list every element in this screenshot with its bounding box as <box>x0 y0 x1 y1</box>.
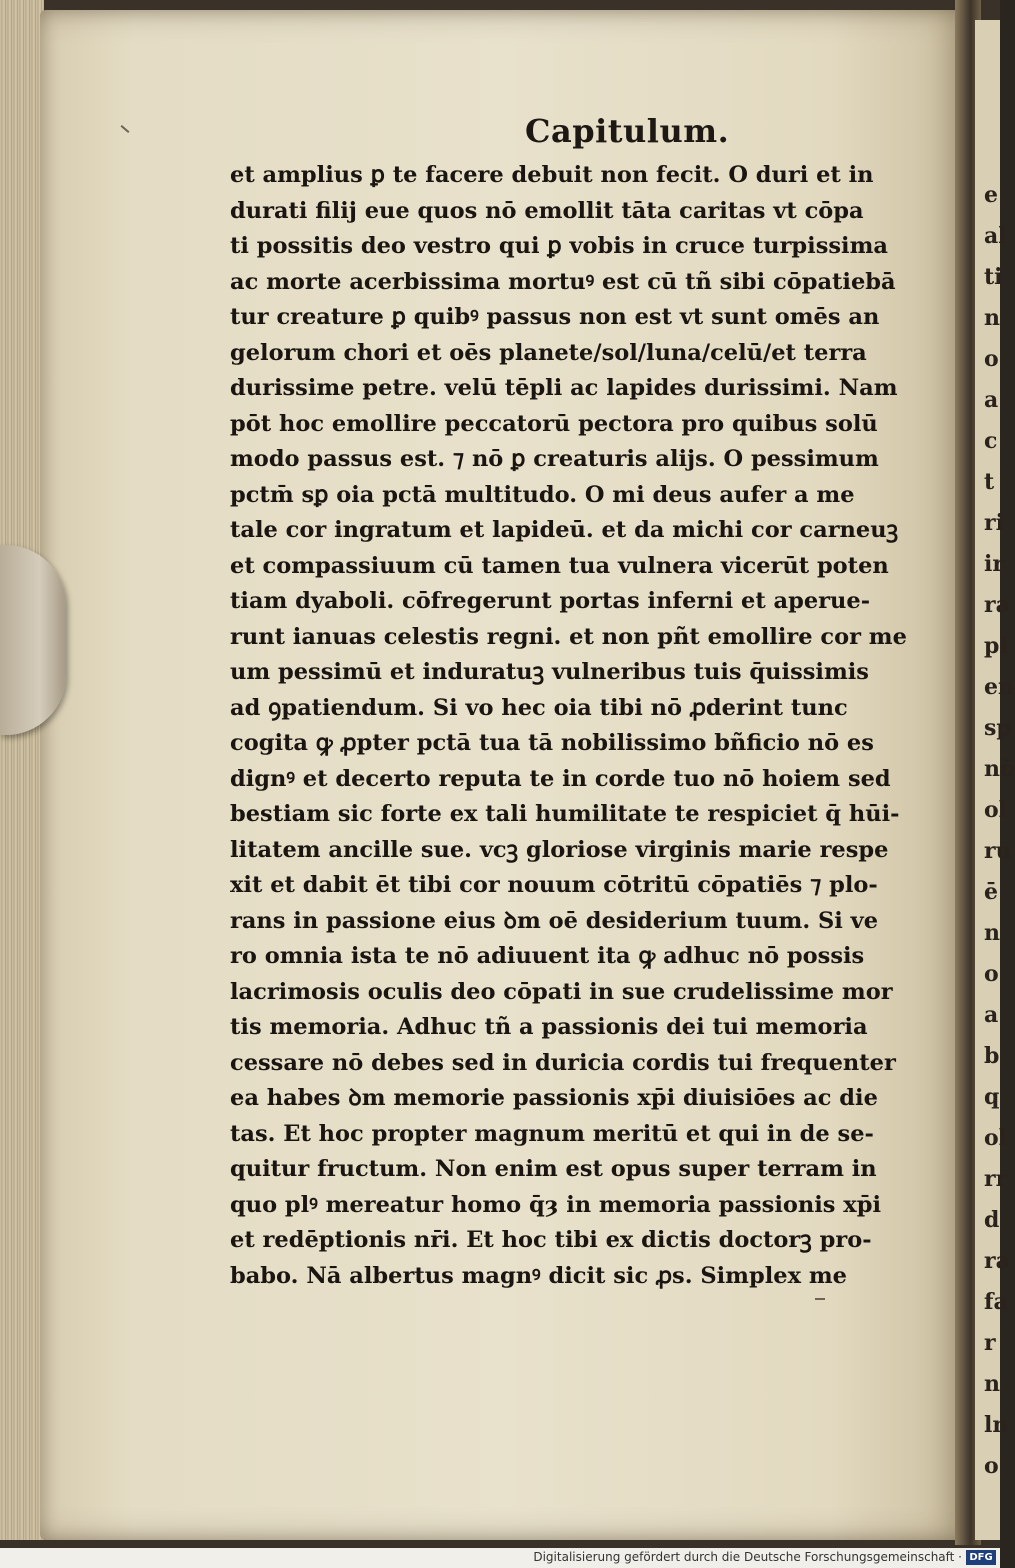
text-line: ro omnia ista te nō adiuuent ita ꝙ adhuc nō possis <box>230 943 865 969</box>
text-line: durissime petre. velū tēpli ac lapides durissimi. Nam <box>230 375 898 401</box>
right-page-fragment: b <box>984 1043 1000 1069</box>
text-line: cessare nō debes sed in duricia cordis tui frequenter <box>230 1049 896 1076</box>
right-page-fragment: ir <box>984 551 1004 577</box>
right-page-fragment: en <box>984 674 1014 700</box>
text-line: durati filij eue quos nō emollit tāta caritas vt cōpa <box>230 197 864 224</box>
text-line: ad ꝯpatiendum. Si vo hec oia tibi nō ꝓderint tunc <box>230 694 848 721</box>
right-page-fragment: rr <box>984 1166 1008 1192</box>
right-page-fragment: q <box>984 1084 1000 1110</box>
right-page-fragment: ri <box>984 510 1004 536</box>
text-line: bestiam sic forte ex tali humilitate te respiciet q̄ hūi- <box>230 801 900 827</box>
text-line: et amplius ꝑ te facere debuit non fecit. O duri et in <box>230 162 874 188</box>
book-fore-edge <box>0 0 44 1540</box>
right-page-fragment: ē <box>984 879 998 905</box>
right-page-fragment: pl <box>984 633 1008 659</box>
text-line: cogita ꝙ ꝓpter pctā tua tā nobilissimo bñficio nō es <box>230 730 874 756</box>
text-line: gelorum chori et oēs planete/sol/luna/celū/et terra <box>230 339 867 366</box>
right-page-fragment: nō <box>984 756 1015 782</box>
text-line: litatem ancille sue. vcꝫ gloriose virginis marie respe <box>230 836 889 863</box>
right-page-fragment: ra <box>984 1248 1010 1274</box>
text-line: babo. Nā albertus magnꝰ dicit sic ꝓs. Simplex me <box>230 1262 847 1289</box>
right-page-fragment: o <box>984 346 999 372</box>
text-line: xit et dabit ēt tibi cor nouum cōtritū cōpatiēs ⁊ plo- <box>230 872 878 898</box>
page-clip <box>0 545 66 735</box>
right-page-fragment: a <box>984 1002 999 1028</box>
right-page-fragment: a <box>984 387 999 413</box>
chapter-heading: Capitulum. <box>525 112 730 150</box>
right-page-fragment: sp <box>984 715 1012 741</box>
text-line: rans in passione eius ꝺm oē desiderium tuum. Si ve <box>230 907 879 934</box>
ink-speck <box>815 1298 825 1300</box>
text-line: quitur fructum. Non enim est opus super terram in <box>230 1156 877 1182</box>
text-line: tis memoria. Adhuc tñ a passionis dei tui memoria <box>230 1014 868 1040</box>
right-page-fragment: fa <box>984 1289 1008 1315</box>
right-page-fragment: n <box>984 305 1000 331</box>
right-page-fragment: ol <box>984 797 1008 823</box>
right-page-fragment: ru <box>984 838 1012 864</box>
text-line: tas. Et hoc propter magnum meritū et qui in de se- <box>230 1120 874 1147</box>
right-page-fragment: ti <box>984 264 1003 290</box>
right-page-fragment: n <box>984 920 1000 946</box>
text-line: um pessimū et induratuꝫ vulneribus tuis q̄uissimis <box>230 659 869 685</box>
right-page-fragment: ln <box>984 1412 1009 1438</box>
right-page-fragment: d <box>984 1207 1000 1233</box>
text-line: et redēptionis nr̄i. Et hoc tibi ex dictis doctorꝫ pro- <box>230 1227 872 1253</box>
text-line: lacrimosis oculis deo cōpati in sue crudelissime mor <box>230 978 893 1005</box>
right-page-fragment: r <box>984 1330 996 1356</box>
dfg-logo: DFG <box>966 1550 996 1565</box>
body-text <box>230 158 950 1294</box>
text-line: modo passus est. ⁊ nō ꝑ creaturis alijs. O pessimum <box>230 446 879 472</box>
text-line: ea habes ꝺm memorie passionis xp̄i diuisiōes ac die <box>230 1085 878 1111</box>
footer-bar <box>0 1548 1000 1568</box>
right-page-fragment: ol <box>984 1125 1008 1151</box>
right-page-fragment: ra <box>984 592 1010 618</box>
text-line: pctm̄ sꝑ oia pctā multitudo. O mi deus aufer a me <box>230 481 855 508</box>
right-page-fragment: n <box>984 1371 1000 1397</box>
text-line: quo plꝰ mereatur homo q̄ȝ in memoria passionis xp̄i <box>230 1191 881 1218</box>
right-page-fragment: c <box>984 428 998 454</box>
text-line: dignꝰ et decerto reputa te in corde tuo nō hoiem sed <box>230 765 891 792</box>
right-page-fragment: o <box>984 1453 999 1479</box>
right-page-fragment: al <box>984 223 1007 249</box>
text-line: pōt hoc emollire peccatorū pectora pro quibus solū <box>230 410 878 437</box>
text-line: ac morte acerbissima mortuꝰ est cū tñ sibi cōpatiebā <box>230 268 896 295</box>
text-line: ti possitis deo vestro qui ꝑ vobis in cruce turpissima <box>230 233 888 259</box>
text-line: et compassiuum cū tamen tua vulnera vicerūt poten <box>230 552 889 579</box>
footer-credit: Digitalisierung gefördert durch die Deutsche Forschungsgemeinschaft · <box>533 1550 962 1564</box>
right-page-fragment: t <box>984 469 995 495</box>
text-line: tur creature ꝑ quibꝰ passus non est vt sunt omēs an <box>230 304 880 330</box>
text-line: tale cor ingratum et lapideū. et da michi cor carneuꝫ <box>230 517 899 543</box>
right-page-fragment: e <box>984 182 998 208</box>
text-line: tiam dyaboli. cōfregerunt portas inferni et aperue- <box>230 588 871 614</box>
text-line: runt ianuas celestis regni. et non pñt emollire cor me <box>230 623 907 650</box>
right-page-fragment: o <box>984 961 999 987</box>
